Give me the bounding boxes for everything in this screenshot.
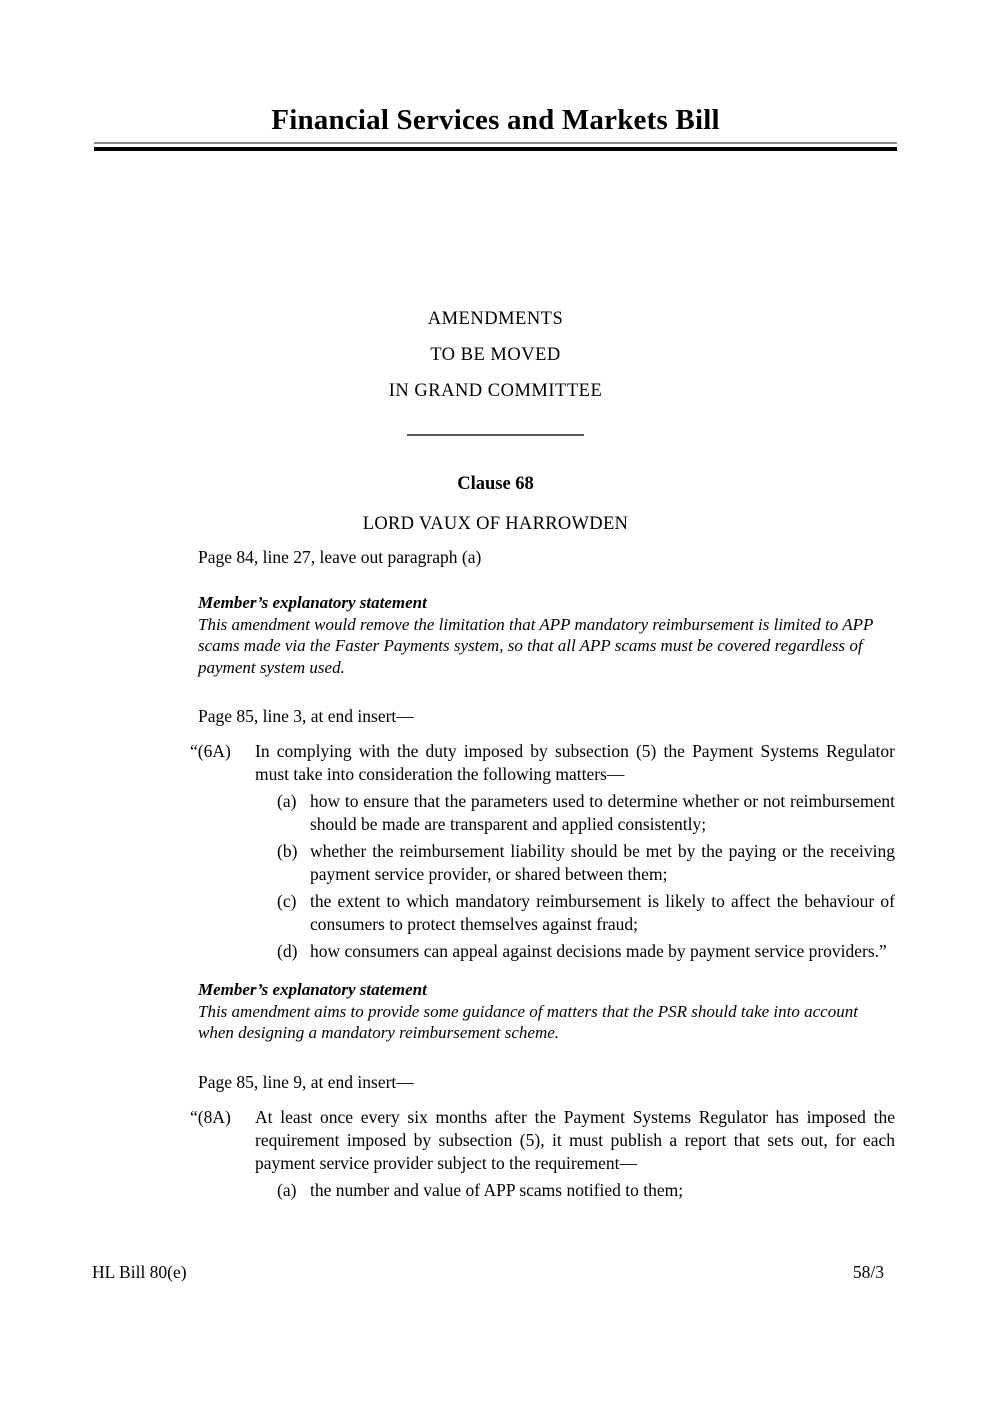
item-text: how to ensure that the parameters used to determine whether or not reimbursement should be made are transparent and applied consistently; [310,791,895,834]
item-label: (d) [277,941,298,961]
item-label: (a) [277,791,297,811]
explanatory-statement [198,592,880,678]
notice-line-amendments: AMENDMENTS [427,309,564,329]
subsection-6a [190,740,895,786]
clause-heading: Clause 68 [457,474,534,494]
amendment-instruction: Page 85, line 9, at end insert— [198,1071,414,1092]
footer-page-ref: 58/3 [852,1262,884,1282]
item-text: the number and value of APP scams notified to them; [310,1179,684,1200]
item-label: (c) [277,891,297,911]
subsection-text: In complying with the duty imposed by subsection (5) the Payment Systems Regulator must take into consideration the following matters— [255,741,895,784]
subsection-text: At least once every six months after the Payment Systems Regulator has imposed the requirement imposed by subsection (5), it must publish a report that sets out, for each payment service provider subject to the requirement— [255,1106,895,1173]
item-text: the extent to which mandatory reimbursement is likely to affect the behaviour of consumers to protect themselves against fraud; [310,891,895,934]
amendment-instruction: Page 85, line 3, at end insert— [198,706,414,726]
member-name: LORD VAUX OF HARROWDEN [362,514,629,534]
amendment-instruction: Page 84, line 27, leave out paragraph (a) [198,547,482,567]
list-item [198,840,895,886]
subsection-8a [190,1106,895,1175]
item-label: (a) [277,1179,297,1200]
subsection-label: “(8A) [190,1106,231,1127]
explanatory-heading: Member’s explanatory statement [198,980,427,999]
notice-block [0,301,991,409]
notice-line-committee: IN GRAND COMMITTEE [388,381,603,401]
list-item [198,940,895,963]
explanatory-text: This amendment aims to provide some guidance of matters that the PSR should take into account when designing a mandatory reimbursement scheme. [198,1001,858,1042]
page-footer [92,1261,884,1283]
list-item [198,890,895,936]
header-double-rule [94,142,897,151]
explanatory-text: This amendment would remove the limitation that APP mandatory reimbursement is limited to APP scams made via the Faster Payments system, so that all APP scams must be covered regardless of payment system used. [198,614,874,677]
item-label: (b) [277,841,298,861]
subsection-label: “(6A) [190,741,231,761]
notice-line-to-be-moved: TO BE MOVED [430,345,561,365]
amendments-body [190,546,895,1202]
item-text: whether the reimbursement liability should be met by the paying or the receiving payment service provider, or shared between them; [310,841,895,884]
footer-bill-number: HL Bill 80(e) [92,1262,187,1282]
explanatory-statement [198,979,880,1044]
explanatory-heading: Member’s explanatory statement [198,593,427,612]
list-item [198,1179,895,1202]
section-divider-rule [407,434,584,436]
page-title: Financial Services and Markets Bill [271,104,720,136]
item-text: how consumers can appeal against decisions made by payment service providers.” [310,941,887,961]
list-item [198,790,895,836]
